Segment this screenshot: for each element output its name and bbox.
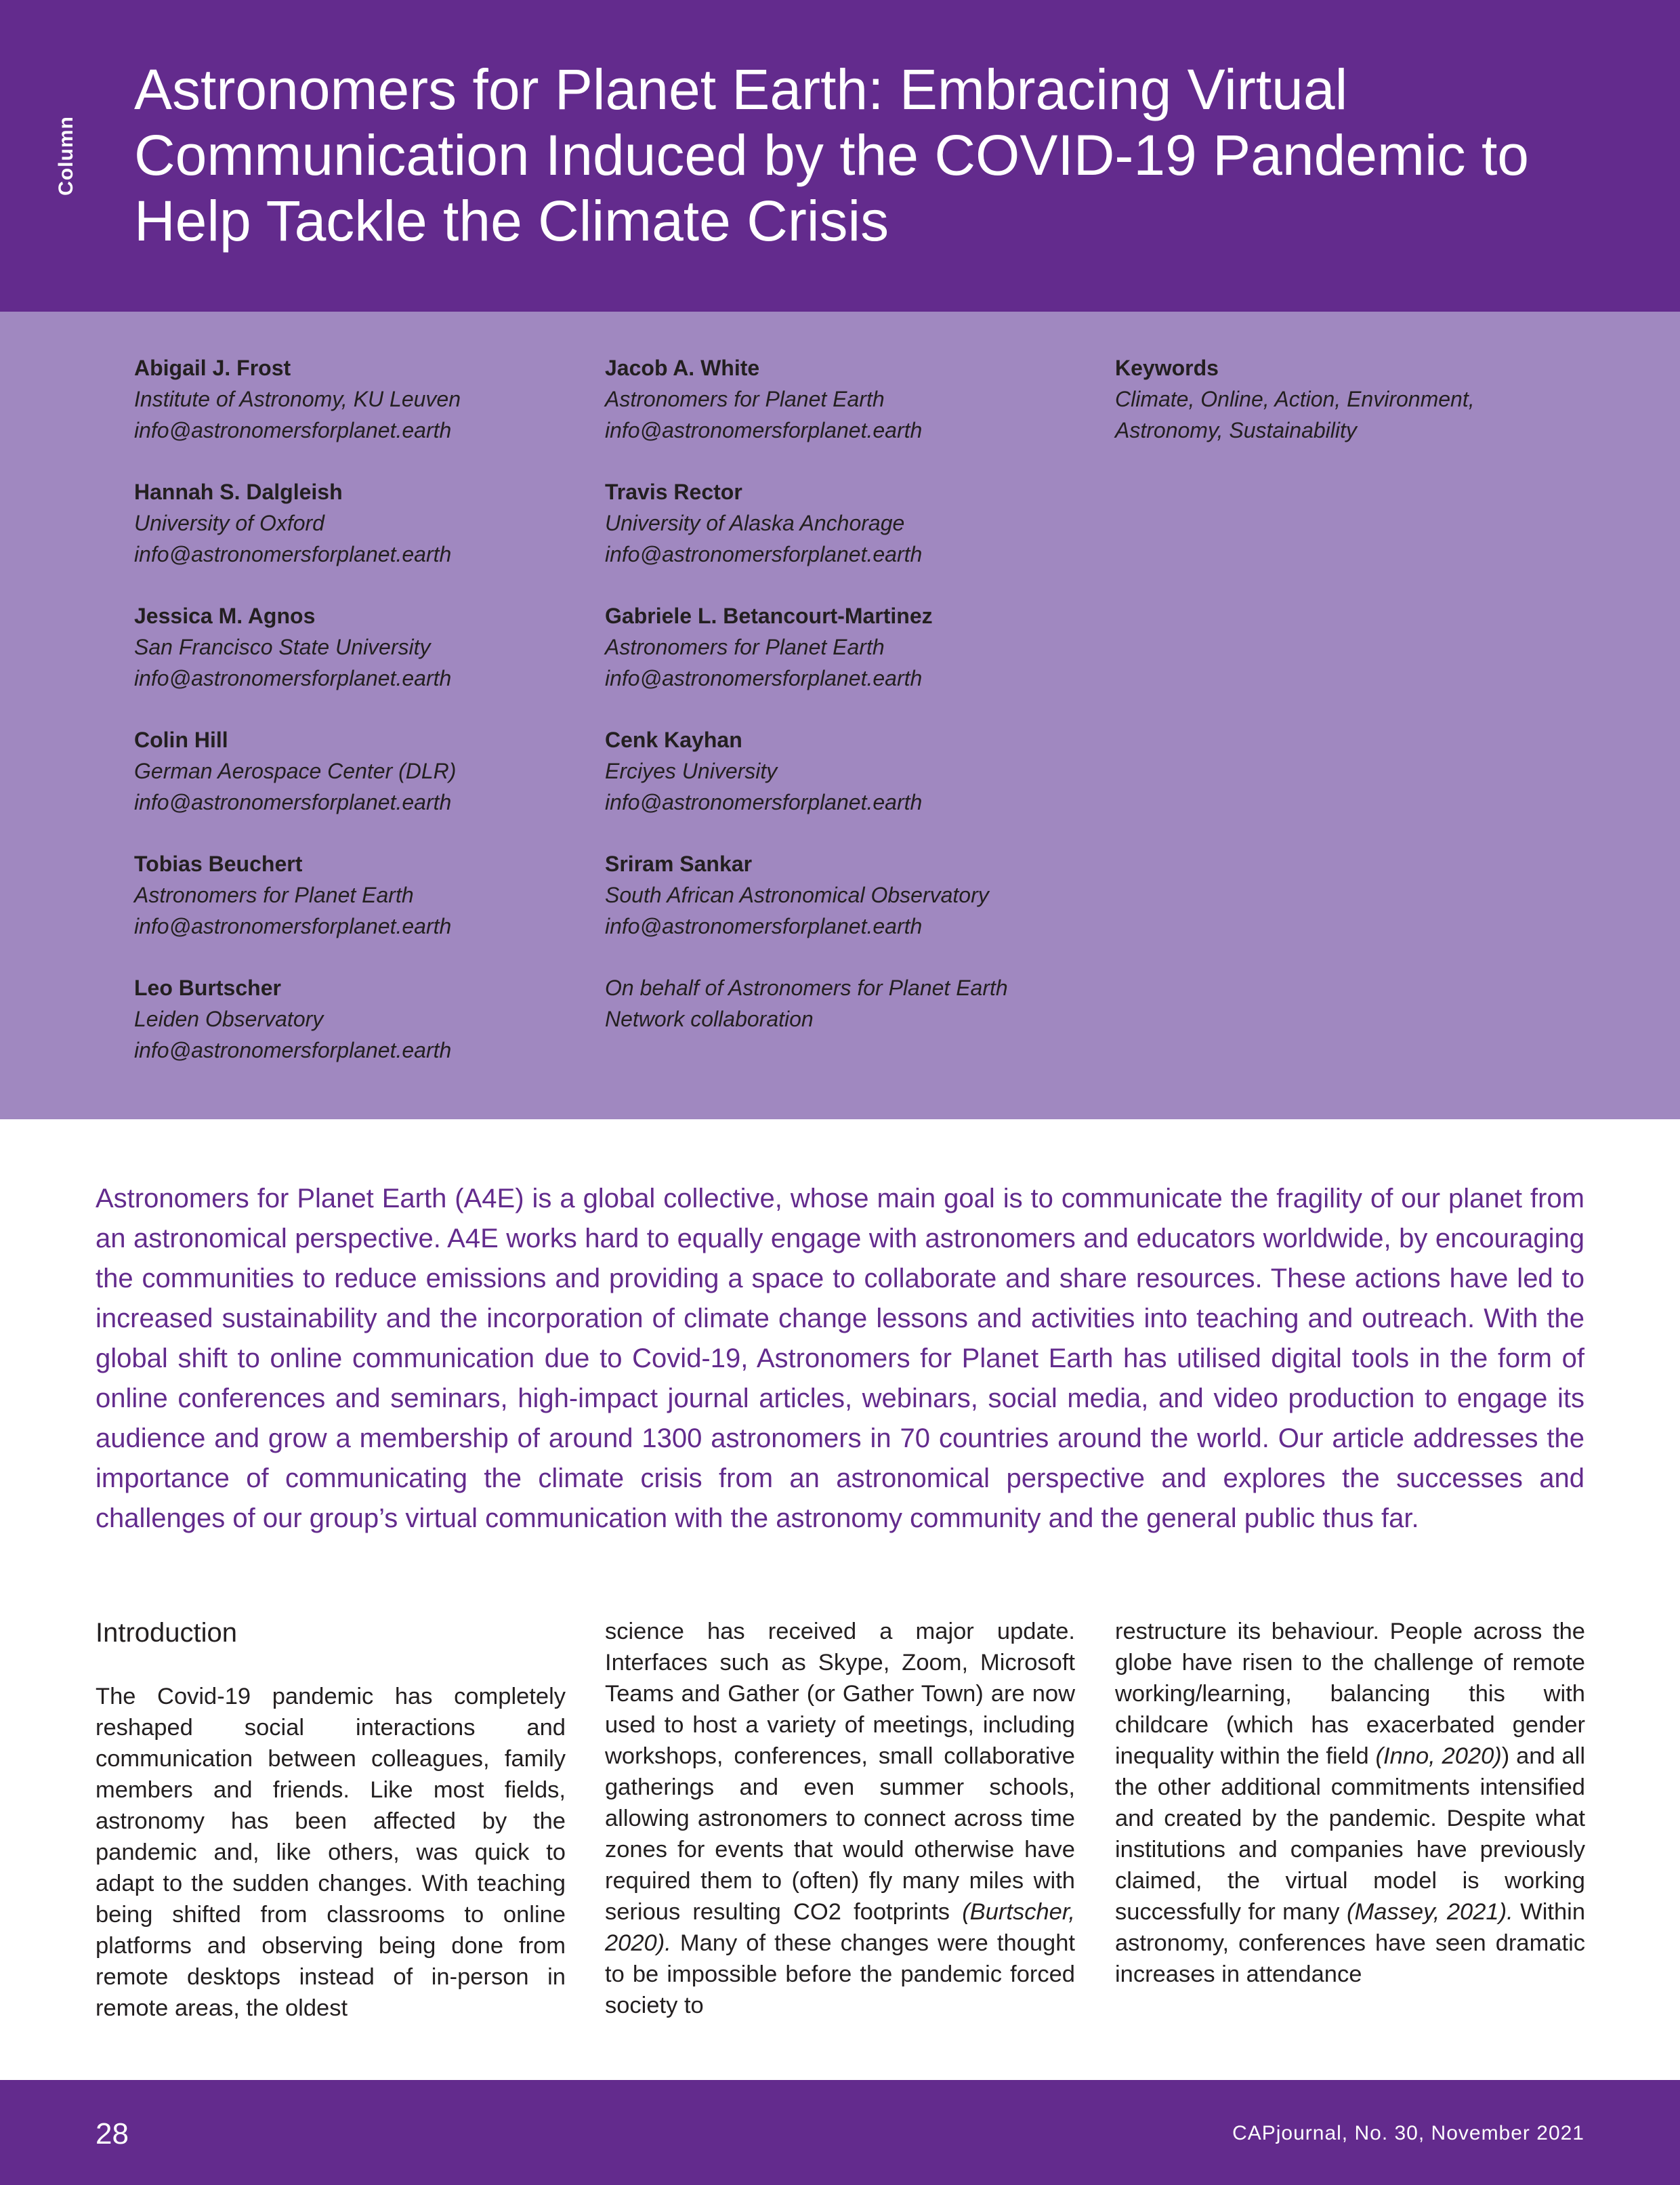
journal-citation: CAPjournal, No. 30, November 2021	[1232, 2122, 1584, 2144]
title-banner	[0, 0, 1680, 312]
author-name: Abigail J. Frost	[134, 356, 291, 380]
section-label: Column	[55, 116, 77, 196]
author-entry	[134, 352, 595, 446]
author-email: info@astronomersforplanet.earth	[134, 790, 452, 814]
body-paragraph: The Covid-19 pandemic has completely reshaped social interactions and communication between colleagues, family members and friends. Like most fields, astronomy has been affected by the pandemic and, like others, was quick to adapt to the sudden changes. With teaching being shifted from classrooms to online platforms and observing being done from remote desktops instead of in-person in remote areas, the oldest	[96, 1684, 566, 2021]
author-entry	[605, 848, 1066, 942]
collaboration-line: Network collaboration	[605, 1007, 814, 1031]
body-paragraph	[1115, 1616, 1585, 1990]
page-footer	[0, 2080, 1680, 2185]
citation: (Inno, 2020)	[1375, 1743, 1502, 1769]
author-name: Travis Rector	[605, 480, 742, 504]
author-name: Sriram Sankar	[605, 852, 753, 876]
body-column-3	[1115, 1616, 1585, 1990]
author-entry	[605, 476, 1066, 570]
author-email: info@astronomersforplanet.earth	[134, 914, 452, 938]
body-text: Within astronomy, conferences have seen dramatic increases in attendance	[1115, 1899, 1586, 1987]
author-entry	[134, 724, 595, 818]
author-affiliation: University of Oxford	[134, 511, 324, 535]
author-affiliation: Institute of Astronomy, KU Leuven	[134, 387, 461, 411]
author-name: Cenk Kayhan	[605, 728, 742, 752]
author-name: Colin Hill	[134, 728, 228, 752]
keywords-label: Keywords	[1115, 356, 1219, 380]
author-entry	[134, 600, 595, 694]
author-name: Gabriele L. Betancourt-Martinez	[605, 604, 933, 628]
author-affiliation: Leiden Observatory	[134, 1007, 324, 1031]
author-email: info@astronomersforplanet.earth	[605, 542, 923, 566]
section-heading: Introduction	[96, 1618, 238, 1648]
citation: (Burtscher, 2020).	[605, 1899, 1075, 1956]
keywords-column	[1115, 352, 1535, 476]
abstract: Astronomers for Planet Earth (A4E) is a global collective, whose main goal is to communicate the fragility of our planet from an astronomical perspective. A4E works hard to equally engage with astronomers and educators worldwide, by encouraging the communities to reduce emissions and providing a space to collaborate and share resources. These actions have led to increased sustainability and the incorporation of climate change lessons and activities into teaching and outreach. With the global shift to online communication due to Covid-19, Astronomers for Planet Earth has utilised digital tools in the form of online conferences and seminars, high-impact journal articles, webinars, social media, and video production to engage its audience and grow a membership of around 1300 astronomers in 70 countries around the world. Our article addresses the importance of communicating the climate crisis from an astronomical perspective and explores the successes and challenges of our group’s virtual communication with the astronomy community and the general public thus far.	[96, 1184, 1584, 1533]
author-entry	[605, 352, 1066, 446]
author-email: info@astronomersforplanet.earth	[134, 666, 452, 690]
author-affiliation: German Aerospace Center (DLR)	[134, 759, 457, 783]
author-entry	[134, 972, 595, 1066]
body-column-1	[96, 1616, 566, 2024]
author-email: info@astronomersforplanet.earth	[605, 418, 923, 442]
author-email: info@astronomersforplanet.earth	[134, 418, 452, 442]
author-affiliation: Erciyes University	[605, 759, 778, 783]
author-column-2	[605, 352, 1066, 1065]
author-affiliation: San Francisco State University	[134, 635, 431, 659]
author-entry	[134, 848, 595, 942]
body-text: Many of these changes were thought to be impossible before the pandemic forced society to	[605, 1930, 1075, 2018]
author-affiliation: South African Astronomical Observatory	[605, 883, 989, 907]
author-name: Jessica M. Agnos	[134, 604, 316, 628]
keywords-line: Climate, Online, Action, Environment,	[1115, 387, 1475, 411]
author-affiliation: Astronomers for Planet Earth	[605, 387, 885, 411]
author-email: info@astronomersforplanet.earth	[605, 666, 923, 690]
body-text: ) and all the other additional commitments intensified and created by the pandemic. Despite what institutions and companies have previously claimed, the virtual model is working successfully for many	[1115, 1743, 1585, 1925]
keywords-line: Astronomy, Sustainability	[1115, 418, 1357, 442]
author-name: Leo Burtscher	[134, 976, 281, 1000]
author-affiliation: University of Alaska Anchorage	[605, 511, 905, 535]
author-email: info@astronomersforplanet.earth	[134, 542, 452, 566]
author-entry	[134, 476, 595, 570]
body-text: restructure its behaviour. People across the globe have risen to the challenge of remote working/learning, balancing this with childcare (which has exacerbated gender inequality within the field	[1115, 1619, 1585, 1769]
author-entry	[605, 724, 1066, 818]
author-email: info@astronomersforplanet.earth	[605, 790, 923, 814]
author-email: info@astronomersforplanet.earth	[134, 1038, 452, 1062]
author-affiliation: Astronomers for Planet Earth	[134, 883, 414, 907]
body-column-2	[605, 1616, 1075, 2021]
author-name: Tobias Beuchert	[134, 852, 303, 876]
author-email: info@astronomersforplanet.earth	[605, 914, 923, 938]
collaboration-note	[605, 972, 1066, 1035]
article-title: Astronomers for Planet Earth: Embracing Virtual Communication Induced by the COVID-19 Pandemic to Help Tackle the Climate Crisis	[134, 58, 1530, 253]
author-column-1	[134, 352, 595, 1096]
author-affiliation: Astronomers for Planet Earth	[605, 635, 885, 659]
body-paragraph	[605, 1616, 1075, 2021]
page-number: 28	[96, 2117, 129, 2150]
citation: (Massey, 2021).	[1347, 1899, 1513, 1925]
author-entry	[605, 600, 1066, 694]
collaboration-line: On behalf of Astronomers for Planet Earth	[605, 976, 1008, 1000]
author-panel	[0, 312, 1680, 1119]
body-text: science has received a major update. Interfaces such as Skype, Zoom, Microsoft Teams and Gather (or Gather Town) are now used to host a variety of meetings, including workshops, conferences, small collaborative gatherings and even summer schools, allowing astronomers to connect across time zones for events that would otherwise have required them to (often) fly many miles with serious resulting CO2 footprints	[605, 1619, 1075, 1925]
author-name: Hannah S. Dalgleish	[134, 480, 343, 504]
author-name: Jacob A. White	[605, 356, 760, 380]
keywords-block	[1115, 352, 1535, 446]
